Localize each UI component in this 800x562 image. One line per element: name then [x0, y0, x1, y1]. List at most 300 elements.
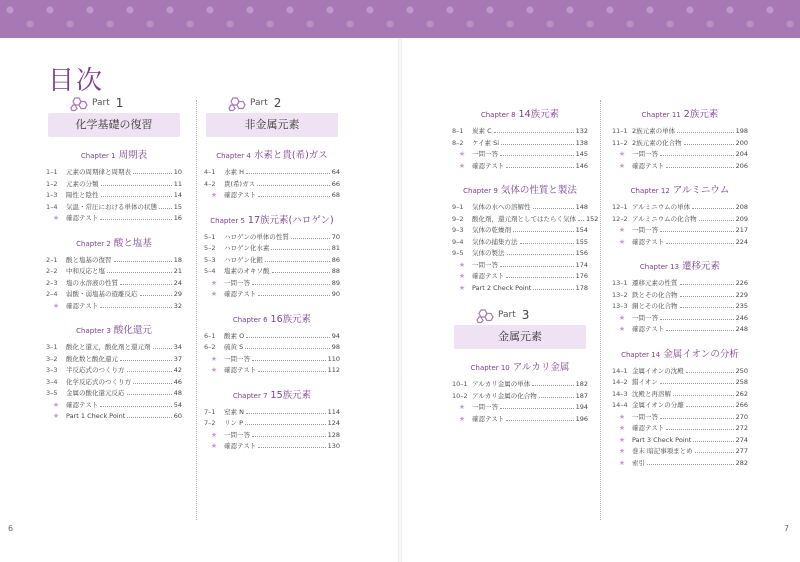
chapter-heading	[204, 387, 340, 401]
leader-dots	[120, 278, 172, 285]
leader-dots	[252, 278, 330, 285]
entry-title: 貴(希)ガス	[224, 179, 256, 188]
leader-dots	[660, 377, 734, 384]
leader-dots	[258, 441, 325, 448]
toc-entry	[204, 441, 340, 453]
entry-page: 138	[575, 138, 588, 147]
toc-entry	[204, 278, 340, 290]
entry-page: 266	[735, 401, 748, 409]
star-marker: ★	[618, 161, 626, 170]
star-marker: ★	[618, 313, 626, 322]
entry-title: 一問一答	[472, 403, 498, 411]
leader-dots	[258, 289, 329, 296]
entry-title: 気体の乾燥剤	[472, 226, 511, 234]
leader-dots	[271, 243, 329, 250]
entry-title: 銅とその化合物	[632, 302, 678, 310]
entry-page: 204	[735, 150, 748, 158]
molecule-icon	[228, 96, 246, 110]
toc-entry	[612, 366, 748, 378]
leader-dots	[120, 354, 172, 361]
toc-entry	[46, 167, 182, 179]
chapter-title: 気体の性質と製法	[500, 185, 577, 196]
chapter-title: 水素と貴(希)ガス	[253, 150, 328, 161]
star-marker: ★	[458, 150, 466, 158]
toc-entry	[46, 190, 182, 202]
entry-title: ハロゲン化銀	[224, 255, 263, 264]
entry-page: 124	[327, 419, 340, 427]
entry-title: 鉄とその化合物	[632, 290, 678, 299]
molecule-icon	[70, 96, 88, 110]
entry-title: Part 2 Check Point	[472, 283, 532, 292]
entry-page: 235	[735, 302, 748, 310]
entry-page: 226	[735, 279, 748, 287]
leader-dots	[246, 331, 330, 338]
column-divider	[600, 100, 601, 520]
toc-entry	[452, 414, 588, 426]
section-number: 1–2	[46, 179, 58, 188]
entry-title: 気体の水への溶解性	[472, 203, 531, 211]
section-number: 11–1	[612, 127, 628, 135]
leader-dots	[494, 126, 574, 133]
toc-entry	[46, 179, 182, 191]
toc-entry	[452, 161, 588, 173]
chapter-title: 遷移元素	[682, 261, 721, 272]
entry-page: 156	[575, 249, 588, 257]
section-number: 13–2	[612, 290, 628, 299]
entry-page: 145	[575, 150, 588, 158]
leader-dots	[127, 365, 172, 372]
entry-title: 一問一答	[224, 354, 250, 363]
chapter-title: 17族元素(ハロゲン)	[247, 214, 334, 226]
leader-dots	[673, 389, 734, 396]
section-number: 5–4	[204, 267, 216, 275]
entry-title: 元素の分類	[66, 179, 99, 188]
chapter-number: Chapter 1	[80, 152, 116, 160]
star-marker: ★	[458, 260, 466, 269]
part-title: 化学基礎の復習	[48, 113, 180, 137]
leader-dots	[133, 167, 172, 174]
star-marker: ★	[618, 412, 626, 421]
entry-title: 酸と塩基の復習	[66, 255, 112, 264]
star-marker: ★	[618, 435, 626, 444]
entry-title: 金属の酸化還元反応	[66, 389, 125, 397]
toc-entry	[46, 278, 182, 290]
toc-entry	[204, 430, 340, 442]
toc-entry	[612, 126, 748, 138]
entry-title: 確認テスト	[224, 191, 257, 199]
entry-title: アルミニウムの化合物	[632, 214, 697, 223]
section-number: 9–5	[452, 249, 464, 257]
entry-title: 塩素のオキソ酸	[224, 267, 270, 275]
toc-entry	[46, 388, 182, 400]
entry-title: 弱酸・弱塩基の遊離反応	[66, 290, 138, 298]
star-marker: ★	[458, 283, 466, 292]
part-number: 1	[115, 96, 124, 110]
toc-entry	[46, 354, 182, 366]
toc-entry	[204, 407, 340, 419]
section-number: 14–1	[612, 366, 628, 375]
leader-dots	[677, 126, 733, 133]
entry-title: 酸化数と酸化還元	[66, 354, 118, 363]
section-number: 9–1	[452, 203, 464, 211]
section-number: 9–4	[452, 237, 464, 246]
toc-entry	[612, 225, 748, 237]
toc-entry	[452, 126, 588, 138]
leader-dots	[245, 418, 326, 425]
toc-entry	[612, 400, 748, 412]
entry-title: 金属イオンの沈殿	[632, 366, 684, 375]
toc-entry	[452, 225, 588, 237]
toc-entry	[46, 342, 182, 354]
leader-dots	[666, 423, 733, 430]
entry-page: 229	[735, 290, 748, 299]
leader-dots	[686, 400, 734, 407]
leader-dots	[513, 225, 574, 232]
section-number: 14–4	[612, 401, 628, 409]
toc-entry	[452, 202, 588, 214]
toc-entry	[46, 377, 182, 389]
toc-entry	[46, 365, 182, 377]
section-number: 4–2	[204, 179, 216, 188]
toc-entry	[612, 237, 748, 249]
entry-title: 確認テスト	[632, 325, 665, 333]
entry-title: Part 3 Check Point	[632, 435, 692, 444]
entry-title: 半反応式のつくり方	[66, 366, 125, 374]
entry-page: 206	[735, 161, 748, 170]
leader-dots	[500, 402, 574, 409]
entry-page: 174	[575, 260, 588, 269]
leader-dots	[660, 225, 734, 232]
toc-entry	[204, 232, 340, 244]
entry-page: 196	[575, 414, 588, 423]
toc-entry	[452, 237, 588, 249]
leader-dots	[140, 289, 172, 296]
toc-entry	[612, 423, 748, 435]
toc-entry	[204, 354, 340, 366]
leader-dots	[506, 271, 573, 278]
spacer	[452, 294, 588, 308]
molecule-icon	[476, 308, 494, 322]
chapter-number: Chapter 10	[470, 364, 510, 372]
entry-page: 152	[586, 214, 599, 223]
leader-dots	[693, 435, 733, 442]
toc-entry	[452, 260, 588, 272]
entry-title: 一問一答	[224, 278, 250, 287]
toc-entry	[452, 391, 588, 403]
toc-column-2	[204, 96, 340, 453]
leader-dots	[245, 342, 330, 349]
leader-dots	[501, 138, 574, 145]
star-marker: ★	[618, 237, 626, 246]
part-header	[46, 96, 182, 110]
toc-entry	[204, 331, 340, 343]
chapter-title: 14族元素	[518, 109, 560, 120]
star-marker: ★	[618, 447, 626, 455]
section-number: 2–1	[46, 255, 58, 264]
section-number: 6–2	[204, 343, 216, 351]
entry-page: 54	[173, 400, 182, 409]
entry-page: 182	[575, 380, 588, 388]
toc-entry	[612, 324, 748, 336]
section-number: 4–1	[204, 168, 216, 176]
chapter-heading	[612, 258, 748, 272]
chapter-heading	[452, 106, 588, 120]
part-label: Part	[250, 98, 268, 108]
entry-page: 209	[735, 214, 748, 223]
entry-title: 索引	[632, 458, 645, 467]
star-marker: ★	[210, 290, 218, 298]
leader-dots	[520, 237, 574, 244]
chapter-number: Chapter 7	[232, 391, 268, 400]
star-marker: ★	[52, 400, 60, 409]
leader-dots	[246, 407, 326, 414]
leader-dots	[666, 324, 733, 331]
entry-page: 70	[331, 232, 340, 241]
toc-entry	[612, 161, 748, 173]
chapter-title: アルカリ金属	[512, 362, 570, 373]
entry-page: 94	[331, 331, 340, 340]
star-marker: ★	[618, 226, 626, 234]
toc-entry	[612, 446, 748, 458]
chapter-number: Chapter 11	[641, 111, 681, 119]
leader-dots	[532, 379, 573, 386]
entry-page: 42	[173, 366, 182, 374]
entry-page: 89	[331, 278, 340, 287]
toc-entry	[204, 342, 340, 354]
leader-dots	[660, 412, 734, 419]
entry-page: 34	[173, 343, 182, 351]
chapter-number: Chapter 5	[210, 216, 245, 225]
entry-title: 確認テスト	[632, 161, 665, 170]
section-number: 7–1	[204, 407, 216, 416]
entry-page: 187	[575, 391, 588, 400]
leader-dots	[660, 149, 734, 156]
entry-title: 一問一答	[472, 260, 498, 269]
entry-title: アルミニウムの単体	[632, 203, 691, 211]
section-number: 9–3	[452, 226, 464, 234]
toc-entry	[46, 213, 182, 225]
chapter-title: アルミニウム	[672, 185, 730, 196]
leader-dots	[272, 266, 330, 273]
star-marker: ★	[458, 414, 466, 423]
toc-entry	[612, 202, 748, 214]
entry-page: 270	[735, 412, 748, 421]
part-header	[204, 96, 340, 110]
toc-entry	[612, 278, 748, 290]
entry-title: 化学反応式のつくり方	[66, 377, 131, 386]
entry-page: 37	[173, 354, 182, 363]
star-marker: ★	[210, 366, 218, 374]
entry-page: 248	[735, 325, 748, 333]
section-number: 12–2	[612, 214, 628, 223]
chapter-heading	[452, 359, 588, 373]
chapter-number: Chapter 6	[232, 315, 268, 324]
column-divider	[196, 100, 197, 520]
star-marker: ★	[210, 354, 218, 363]
entry-title: 確認テスト	[224, 366, 257, 374]
entry-page: 198	[735, 127, 748, 135]
leader-dots	[506, 414, 573, 421]
page-number-left: 6	[8, 524, 14, 533]
entry-title: 気体の捕集方法	[472, 237, 518, 246]
section-number: 7–2	[204, 419, 216, 427]
page-number-right: 7	[784, 524, 790, 533]
star-marker: ★	[458, 403, 466, 411]
leader-dots	[507, 248, 574, 255]
leader-dots	[153, 342, 172, 349]
toc-entry	[46, 255, 182, 267]
leader-dots	[159, 202, 172, 209]
entry-page: 246	[735, 313, 748, 322]
entry-title: 元素の周期律と周期表	[66, 168, 131, 176]
part-number: 2	[273, 96, 282, 110]
entry-page: 282	[735, 458, 748, 467]
leader-dots	[114, 255, 172, 262]
section-number: 14–2	[612, 378, 628, 386]
section-number: 3–5	[46, 389, 58, 397]
entry-page: 86	[331, 255, 340, 264]
leader-dots	[666, 237, 733, 244]
section-number: 11–2	[612, 138, 628, 147]
leader-dots	[660, 313, 734, 320]
entry-title: 塩の水溶液の性質	[66, 278, 118, 287]
entry-page: 14	[173, 191, 182, 199]
star-marker: ★	[618, 458, 626, 467]
leader-dots	[258, 190, 329, 197]
leader-dots	[686, 366, 734, 373]
part-title: 金属元素	[454, 325, 586, 349]
section-number: 5–1	[204, 232, 216, 241]
entry-page: 262	[735, 389, 748, 398]
leader-dots	[258, 365, 325, 372]
section-number: 8–2	[452, 138, 464, 147]
chapter-number: Chapter 13	[639, 263, 680, 271]
entry-title: リン P	[224, 419, 243, 427]
toc-entry	[452, 379, 588, 391]
entry-title: 炭素 C	[472, 127, 492, 135]
leader-dots	[100, 213, 171, 220]
leader-dots	[100, 400, 171, 407]
part-number: 3	[521, 308, 530, 322]
toc-entry	[204, 289, 340, 301]
entry-page: 128	[327, 430, 340, 439]
chapter-title: 15族元素	[270, 389, 312, 401]
entry-title: 確認テスト	[632, 237, 665, 246]
leader-dots	[695, 446, 734, 453]
toc-entry	[46, 289, 182, 301]
entry-page: 208	[735, 203, 748, 211]
section-number: 3–3	[46, 366, 58, 374]
leader-dots	[291, 232, 330, 239]
entry-title: 一問一答	[632, 412, 658, 421]
entry-title: ケイ素 Si	[472, 138, 500, 147]
chapter-number: Chapter 9	[463, 187, 498, 195]
leader-dots	[647, 458, 734, 465]
toc-entry	[46, 202, 182, 214]
leader-dots	[127, 388, 172, 395]
leader-dots	[699, 214, 734, 221]
star-marker: ★	[458, 272, 466, 280]
chapter-number: Chapter 12	[630, 187, 670, 195]
section-number: 2–3	[46, 278, 58, 287]
toc-entry	[612, 301, 748, 313]
chapter-heading	[452, 182, 588, 196]
entry-page: 64	[331, 168, 340, 176]
section-number: 12–1	[612, 203, 628, 211]
toc-column-1	[46, 96, 182, 423]
chapter-heading	[46, 147, 182, 161]
entry-page: 60	[173, 412, 182, 420]
leader-dots	[680, 290, 734, 297]
toc-entry	[204, 266, 340, 278]
entry-title: Part 1 Check Point	[66, 412, 126, 420]
section-number: 3–4	[46, 377, 58, 386]
chapter-heading	[612, 182, 748, 196]
entry-page: 66	[331, 179, 340, 188]
leader-dots	[100, 301, 171, 308]
entry-title: 2族元素の化合物	[632, 138, 682, 147]
leader-dots	[265, 255, 330, 262]
chapter-number: Chapter 3	[76, 327, 111, 335]
section-number: 14–3	[612, 389, 628, 398]
part-label: Part	[92, 98, 110, 108]
entry-title: 確認テスト	[224, 442, 257, 450]
entry-page: 90	[331, 290, 340, 298]
leader-dots	[257, 179, 330, 186]
entry-page: 24	[173, 278, 182, 287]
leader-dots	[107, 266, 172, 273]
chapter-number: Chapter 4	[216, 152, 251, 160]
toc-entry	[204, 365, 340, 377]
star-marker: ★	[52, 301, 60, 310]
entry-title: 巻末 暗記事項まとめ	[632, 447, 693, 455]
star-marker: ★	[618, 325, 626, 333]
entry-page: 272	[735, 424, 748, 432]
entry-title: 気温・常圧における単体の状態	[66, 202, 157, 211]
toc-entry	[612, 389, 748, 401]
section-number: 2–4	[46, 290, 58, 298]
entry-page: 146	[575, 161, 588, 170]
header-band	[0, 0, 800, 38]
entry-page: 154	[575, 226, 588, 234]
entry-page: 15	[173, 202, 182, 211]
entry-title: 一問一答	[472, 150, 498, 158]
leader-dots	[533, 283, 573, 290]
star-marker: ★	[210, 191, 218, 199]
toc-entry	[612, 412, 748, 424]
toc-entry	[452, 149, 588, 161]
star-marker: ★	[210, 442, 218, 450]
book-spine	[398, 38, 402, 562]
toc-entry	[46, 301, 182, 313]
chapter-title: 2族元素	[683, 109, 719, 120]
toc-entry	[204, 418, 340, 430]
chapter-heading	[204, 311, 340, 325]
entry-title: 硫黄 S	[224, 343, 244, 351]
toc-entry	[452, 214, 599, 226]
toc-entry	[612, 377, 748, 389]
star-marker: ★	[52, 412, 60, 420]
entry-page: 98	[331, 343, 340, 351]
toc-entry	[452, 402, 588, 414]
entry-page: 48	[173, 389, 182, 397]
entry-page: 112	[327, 366, 340, 374]
leader-dots	[127, 411, 171, 418]
entry-title: 2族元素の単体	[632, 127, 676, 135]
entry-title: 確認テスト	[66, 214, 99, 222]
chapter-title: 16族元素	[270, 313, 312, 325]
toc-entry	[204, 179, 340, 191]
